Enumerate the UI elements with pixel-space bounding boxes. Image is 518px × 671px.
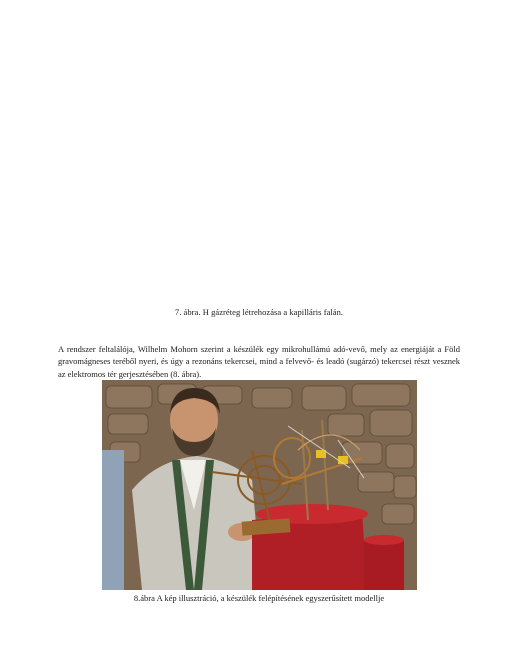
figure-7-caption: 7. ábra. H gázréteg létrehozása a kapilláris falán. [174, 307, 344, 317]
body-paragraph: A rendszer feltalálója, Wilhelm Mohorn szerint a készülék egy mikrohullámú adó-vevő, mely az energiáját a Föld gravomágneses teréből nyeri, és úgy a rezonáns tekercsei, mind a felvevő- és leadó (sugárzó) tekercsei részt vesznek az elektromos tér gerjesztésében (8. ábra). [58, 343, 460, 379]
figure-8-caption: 8.ábra A kép illusztráció, a készülék felépítésének egyszerűsített modellje [133, 593, 385, 603]
figure-8-photo [102, 380, 417, 590]
